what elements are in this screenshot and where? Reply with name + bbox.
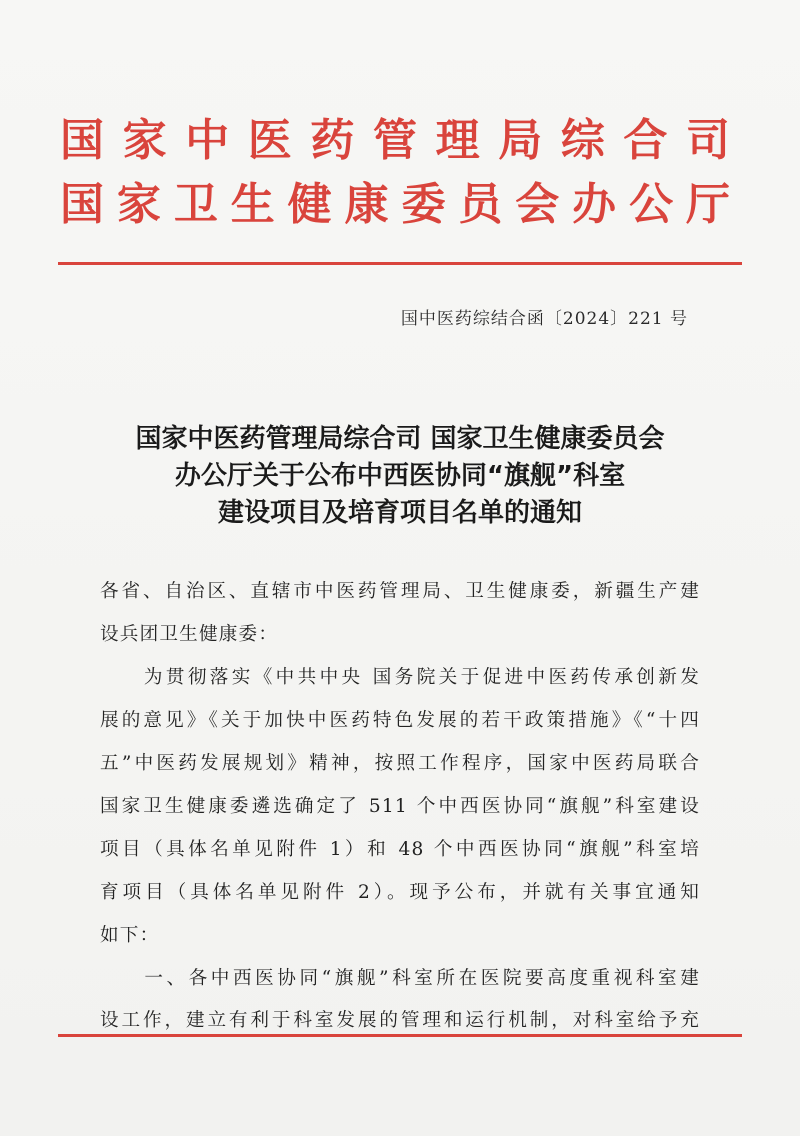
- body-line: 为贯彻落实《中共中央 国务院关于促进中医药传承创新发: [100, 667, 700, 688]
- body-line: 展的意见》《关于加快中医药特色发展的若干政策措施》《“十四: [100, 710, 700, 731]
- notice-title-line-1: 国家中医药管理局综合司 国家卫生健康委员会: [135, 424, 665, 454]
- body-line: 国家卫生健康委遴选确定了 511 个中西医协同“旗舰”科室建设: [100, 796, 700, 817]
- letterhead-org-2: 国家卫生健康委员会办公厅: [60, 179, 740, 230]
- body-line: 育项目（具体名单见附件 2）。现予公布，并就有关事宜通知: [100, 882, 700, 903]
- footer-red-rule: [58, 1034, 742, 1037]
- body-line: 五”中医药发展规划》精神，按照工作程序，国家中医药局联合: [100, 753, 700, 774]
- body-line: 设兵团卫生健康委：: [100, 624, 279, 645]
- letterhead-org-1: 国家中医药管理局综合司: [60, 115, 740, 166]
- body-line: 如下：: [100, 925, 160, 946]
- body-line: 各省、自治区、直辖市中医药管理局、卫生健康委，新疆生产建: [100, 581, 700, 602]
- notice-title-line-2: 办公厅关于公布中西医协同“旗舰”科室: [174, 461, 626, 491]
- notice-title-line-3: 建设项目及培育项目名单的通知: [217, 498, 582, 528]
- body-line: 一、各中西医协同“旗舰”科室所在医院要高度重视科室建: [100, 968, 700, 989]
- letterhead-red-rule: [58, 262, 742, 265]
- body-line: 项目（具体名单见附件 1）和 48 个中西医协同“旗舰”科室培: [100, 839, 700, 860]
- document-number: 国中医药综结合函〔2024〕221 号: [400, 309, 688, 329]
- body-line: 设工作，建立有利于科室发展的管理和运行机制，对科室给予充: [100, 1010, 700, 1031]
